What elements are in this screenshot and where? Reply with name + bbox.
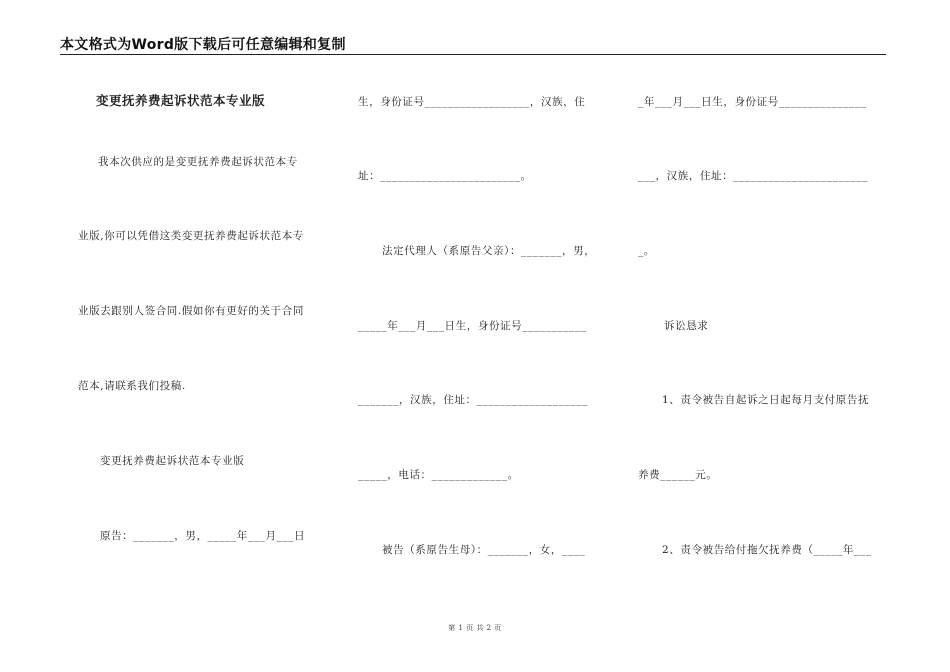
- text-line: 范本,请联系我们投稿.: [78, 380, 186, 392]
- text-line: 址：________________________。: [358, 170, 532, 182]
- text-line: 我本次供应的是变更抚养费起诉状范本专: [98, 156, 298, 168]
- document-header: [60, 34, 886, 55]
- text-line: _____，电话：_____________。: [358, 469, 519, 481]
- text-line: 原告：_______，男，_____年___月___日: [100, 530, 306, 542]
- text-line: 变更抚养费起诉状范本专业版: [100, 455, 245, 467]
- text-line: _______，汉族，住址：___________________: [358, 394, 588, 406]
- text-line: _。: [638, 245, 655, 257]
- text-line: 业版,你可以凭借这类变更抚养费起诉状范本专: [78, 230, 304, 242]
- text-line: 法定代理人（系原告父亲）：_______，男，: [382, 245, 596, 257]
- text-line: 业版去跟别人签合同.假如你有更好的关于合同: [78, 305, 304, 317]
- text-line: 1、责令被告自起诉之日起每月支付原告抚: [662, 394, 870, 406]
- text-line: _____年___月___日生，身份证号___________: [358, 320, 587, 332]
- header-text: 本文格式为Word版下载后可任意编辑和复制: [60, 37, 346, 53]
- section-heading: 诉讼恳求: [664, 320, 709, 332]
- page-number: 第 1 页 共 2 页: [448, 624, 502, 632]
- text-line: 养费______元。: [638, 469, 718, 481]
- text-line: ___，汉族，住址：_______________________: [638, 170, 868, 182]
- text-line: 被告（系原告生母）：_______，女，____: [382, 544, 586, 556]
- document-title: 变更抚养费起诉状范本专业版: [96, 93, 266, 108]
- text-line: 生，身份证号__________________，汉族，住: [358, 96, 586, 108]
- text-line: 2、责令被告给付拖欠抚养费（_____年___: [662, 544, 872, 556]
- text-line: _年___月___日生，身份证号_______________: [638, 96, 867, 108]
